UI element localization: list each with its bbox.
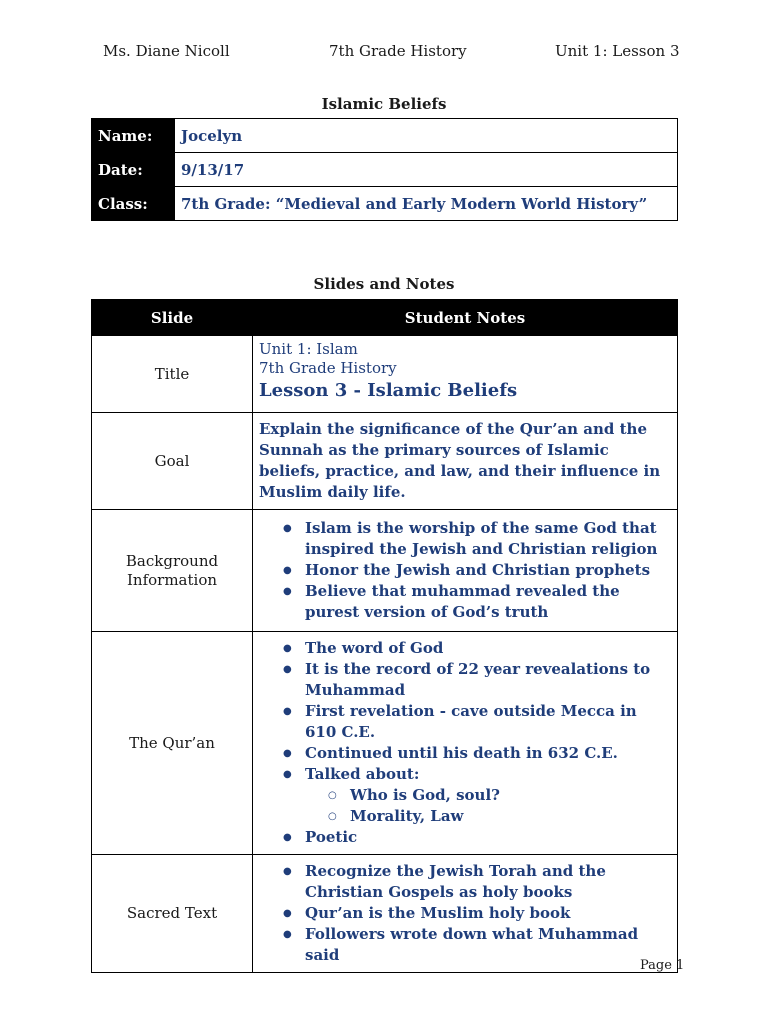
page-number: Page 1 (640, 958, 685, 973)
quran-row (92, 632, 678, 855)
title-line-unit: Unit 1: Islam (259, 340, 358, 358)
list-item: ● The word of God (305, 638, 671, 659)
goal-row (92, 413, 678, 510)
sacred-text-bullet-list (259, 861, 671, 966)
title-notes (253, 336, 678, 413)
list-item: ● Continued until his death in 632 C.E. (305, 743, 671, 764)
class-label: Class: (92, 187, 175, 221)
quran-sub-bullet-list (305, 785, 671, 827)
slide-label-quran: The Qur’an (92, 632, 253, 855)
list-item: ● Islam is the worship of the same God that inspired the Jewish and Christian religion (305, 518, 671, 560)
slide-label-sacred-text: Sacred Text (92, 855, 253, 973)
sub-list-item: ○ Morality, Law (350, 806, 671, 827)
date-label: Date: (92, 153, 175, 187)
class-value: 7th Grade: “Medieval and Early Modern World History” (175, 187, 678, 221)
title-line-course: 7th Grade History (259, 359, 397, 377)
sacred-text-notes (253, 855, 678, 973)
list-item: ● Poetic (305, 827, 671, 848)
sub-list-item: ○ Who is God, soul? (350, 785, 671, 806)
class-row (92, 187, 678, 221)
list-item: ● Qur’an is the Muslim holy book (305, 903, 671, 924)
section-title: Slides and Notes (313, 275, 455, 293)
slide-label-title: Title (92, 336, 253, 413)
notes-column-header: Student Notes (253, 300, 678, 336)
background-row (92, 510, 678, 632)
background-bullet-list (259, 518, 671, 623)
name-value: Jocelyn (175, 119, 678, 153)
list-item: ● Recognize the Jewish Torah and the Christian Gospels as holy books (305, 861, 671, 903)
list-item: ● First revelation - cave outside Mecca in 610 C.E. (305, 701, 671, 743)
title-row (92, 336, 678, 413)
course-name: 7th Grade History (329, 42, 467, 60)
slides-notes-table (91, 299, 678, 973)
list-item: ● Honor the Jewish and Christian prophets (305, 560, 671, 581)
slide-label-background: Background Information (92, 510, 253, 632)
goal-text: Explain the significance of the Qur’an and the Sunnah as the primary sources of Islamic beliefs, practice, and law, and their influence in Muslim daily life. (259, 420, 661, 501)
list-item: ● Believe that muhammad revealed the purest version of God’s truth (305, 581, 671, 623)
list-item: ● Followers wrote down what Muhammad said (305, 924, 671, 966)
quran-notes (253, 632, 678, 855)
unit-lesson: Unit 1: Lesson 3 (555, 42, 680, 60)
name-label: Name: (92, 119, 175, 153)
talked-about-label: Talked about: (305, 765, 420, 783)
teacher-name: Ms. Diane Nicoll (103, 42, 230, 60)
list-item-talked-about (305, 764, 671, 827)
page-header (0, 42, 768, 64)
list-item: ● It is the record of 22 year revealations to Muhammad (305, 659, 671, 701)
goal-notes (253, 413, 678, 510)
sacred-text-row (92, 855, 678, 973)
slide-label-goal: Goal (92, 413, 253, 510)
name-row (92, 119, 678, 153)
date-value: 9/13/17 (175, 153, 678, 187)
quran-bullet-list (259, 638, 671, 848)
date-row (92, 153, 678, 187)
student-info-table (91, 118, 678, 221)
background-notes (253, 510, 678, 632)
slide-column-header: Slide (92, 300, 253, 336)
table-header-row (92, 300, 678, 336)
document-title: Islamic Beliefs (321, 95, 447, 113)
title-line-lesson: Lesson 3 - Islamic Beliefs (259, 380, 518, 401)
